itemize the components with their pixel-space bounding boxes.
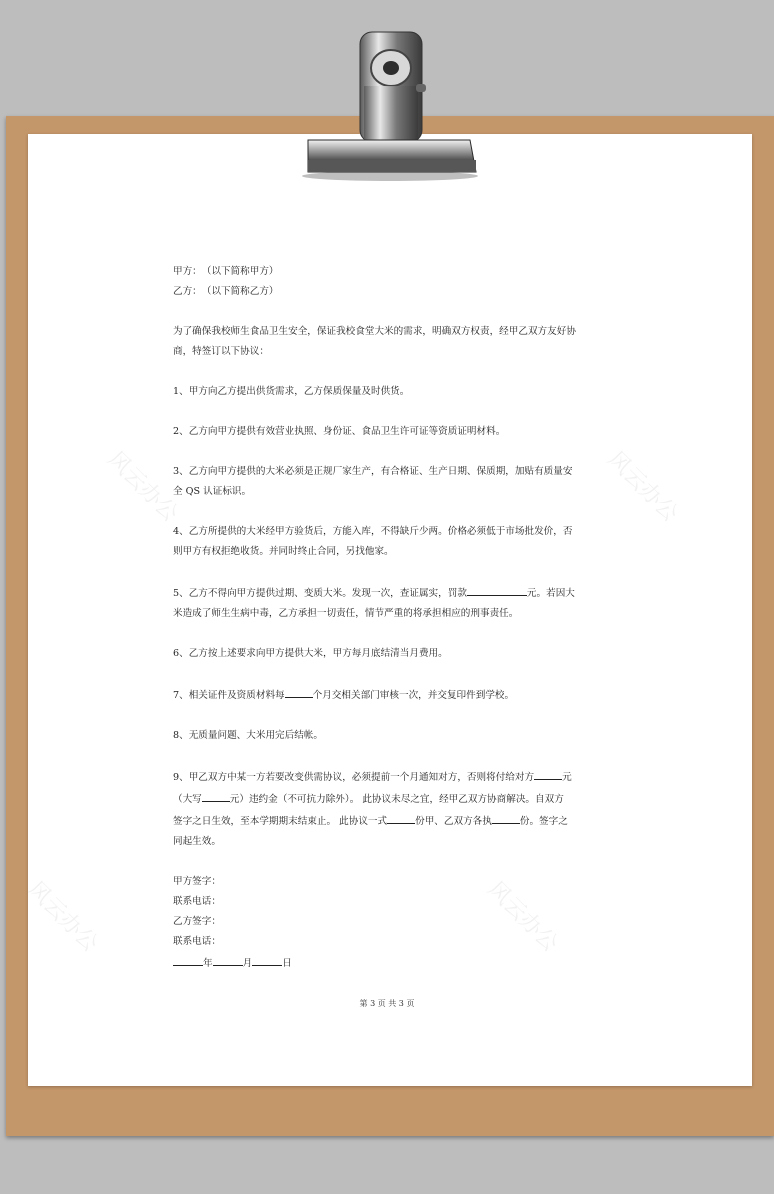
party-a-line: 甲方： （以下简称甲方） — [173, 266, 279, 277]
clause-3: 3、乙方向甲方提供的大米必须是正规厂家生产，有合格证、生产日期、保质期，加贴有质量安 — [173, 466, 573, 477]
date-day-label: 日 — [282, 958, 292, 969]
party-b-phone: 联系电话： — [173, 936, 221, 947]
clause-9-text: 签字之日生效，至本学期期末结束止。 此协议一式 — [173, 816, 388, 827]
agreement-body — [173, 262, 613, 974]
clause-9-text: 份甲、乙双方各执 — [415, 816, 492, 827]
copies-blank — [387, 810, 415, 824]
clause-2: 2、乙方向甲方提供有效营业执照、身份证、食品卫生许可证等资质证明材料。 — [173, 426, 506, 437]
clause-5 — [173, 582, 613, 604]
date-line — [173, 952, 613, 974]
clause-7-text: 个月交相关部门审核一次，并交复印件到学校。 — [312, 690, 515, 701]
party-b-signature: 乙方签字： — [173, 916, 221, 927]
clause-1: 1、甲方向乙方提出供货需求，乙方保质保量及时供货。 — [173, 386, 410, 397]
watermark: 风云办公 — [482, 876, 563, 957]
clause-9 — [173, 810, 613, 832]
intro-line: 为了确保我校师生食品卫生安全，保证我校食堂大米的需求，明确双方权责，经甲乙双方友好协 — [173, 326, 576, 337]
clause-4: 4、乙方所提供的大米经甲方验货后，方能入库，不得缺斤少两。价格必须低于市场批发价，否 — [173, 526, 573, 537]
party-b-line: 乙方： （以下简称乙方） — [173, 286, 279, 297]
watermark: 风云办公 — [102, 446, 183, 527]
copies-each-blank — [492, 810, 520, 824]
binder-clip-icon — [0, 0, 774, 190]
clause-9-text: 元）违约金（不可抗力除外）。 此协议未尽之宜，经甲乙双方协商解决。自双方 — [229, 794, 564, 805]
date-year-label: 年 — [203, 958, 213, 969]
penalty-blank — [534, 766, 562, 780]
clause-9-text: 9、甲乙双方中某一方若要改变供需协议，必须提前一个月通知对方，否则将付给对方 — [173, 772, 535, 783]
clause-5-text: 5、乙方不得向甲方提供过期、变质大米。发现一次，查证属实，罚款 — [173, 588, 467, 599]
intro-line: 商，特签订以下协议： — [173, 346, 269, 357]
clause-4: 则甲方有权拒绝收货。并同时终止合同，另找他家。 — [173, 546, 394, 557]
clause-5: 米造成了师生生病中毒，乙方承担一切责任，情节严重的将承担相应的刑事责任。 — [173, 608, 519, 619]
page-footer: 第 3 页 共 3 页 — [359, 999, 415, 1008]
clause-7 — [173, 684, 613, 706]
capital-amount-blank — [202, 788, 230, 802]
fine-blank — [467, 582, 527, 596]
clause-9-text: 份。签字之 — [519, 816, 568, 827]
clause-9 — [173, 788, 613, 810]
months-blank — [285, 684, 313, 698]
clause-9-text: 元 — [562, 772, 572, 783]
clause-8: 8、无质量问题、大米用完后结帐。 — [173, 730, 324, 741]
clause-3: 全 QS 认证标识。 — [173, 486, 252, 497]
date-month-label: 月 — [242, 958, 253, 969]
party-a-signature: 甲方签字： — [173, 876, 221, 887]
month-blank — [213, 952, 243, 966]
clause-9 — [173, 766, 613, 788]
clause-6: 6、乙方按上述要求向甲方提供大米，甲方每月底结清当月费用。 — [173, 648, 448, 659]
clause-9-text: （大写 — [173, 794, 202, 805]
year-blank — [173, 952, 203, 966]
day-blank — [252, 952, 282, 966]
watermark: 风云办公 — [602, 446, 683, 527]
clause-9: 同起生效。 — [173, 836, 221, 847]
clause-7-text: 7、相关证件及资质材料每 — [173, 690, 285, 701]
clause-5-text: 元。若因大 — [526, 588, 575, 599]
party-a-phone: 联系电话： — [173, 896, 221, 907]
watermark: 风云办公 — [22, 876, 103, 957]
